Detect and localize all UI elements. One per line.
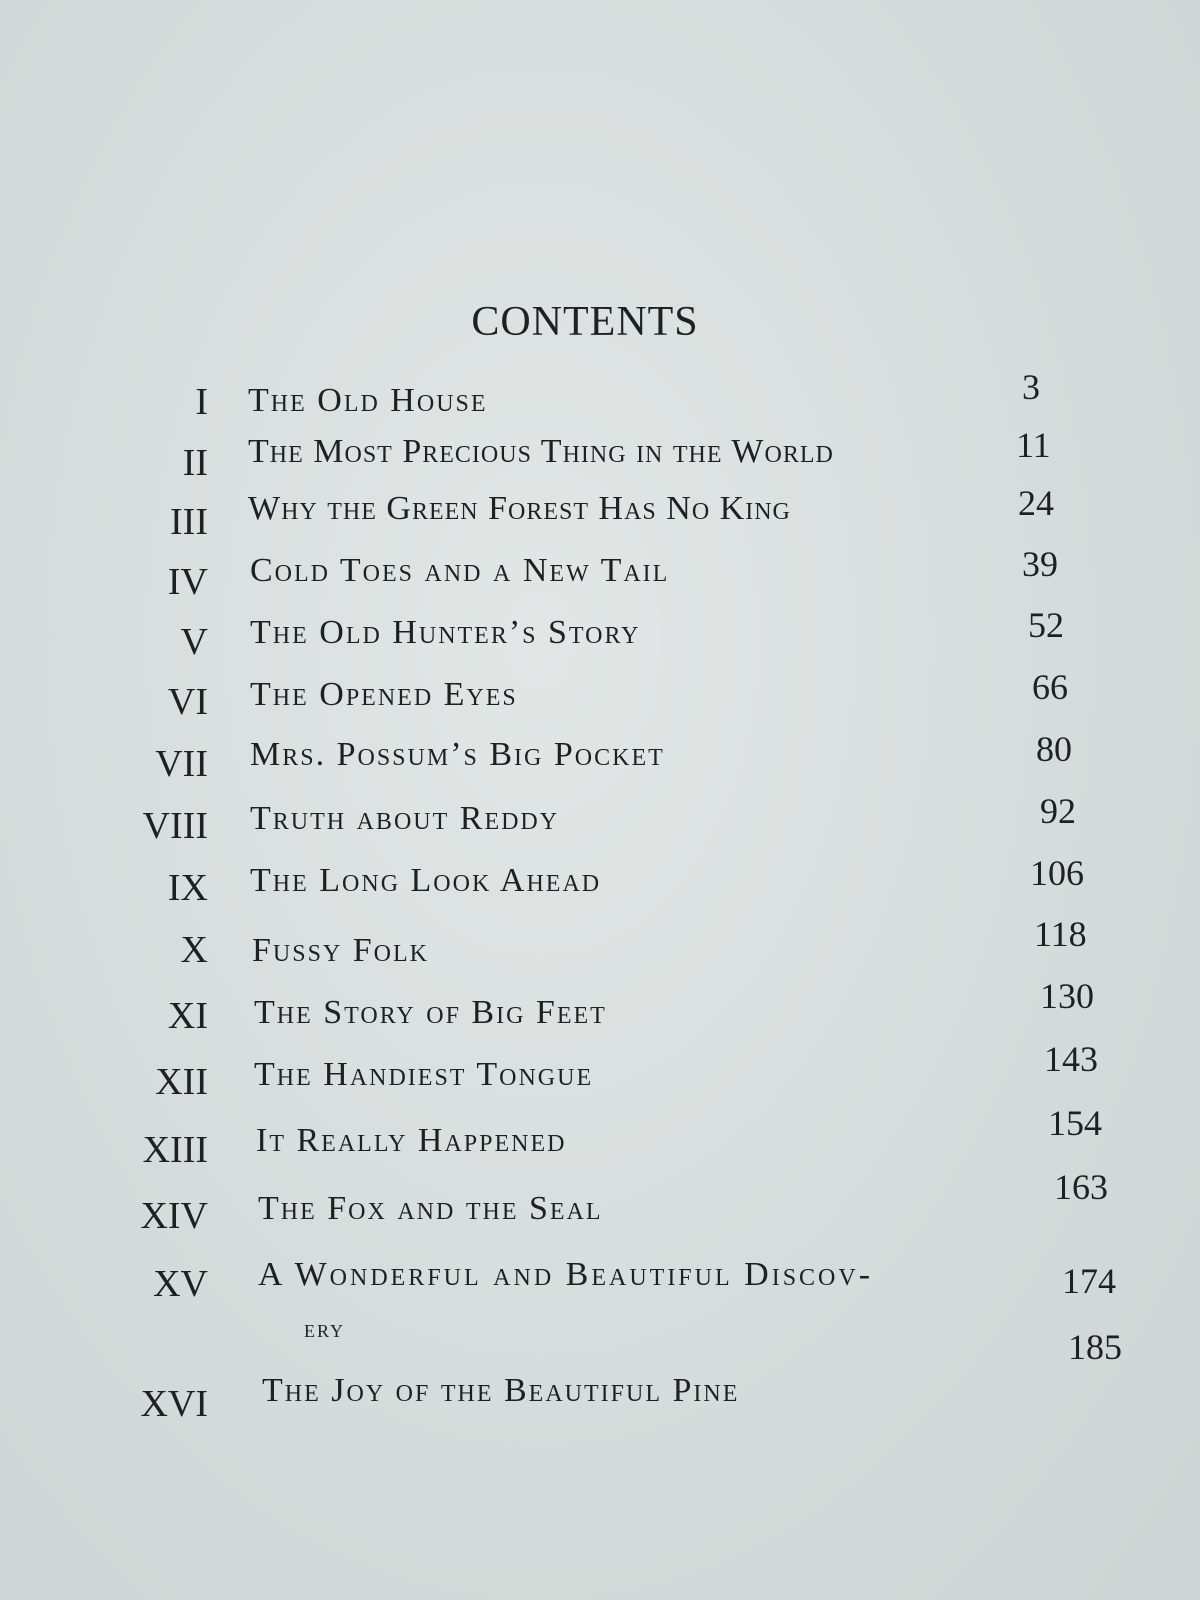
chapter-page-number: 130: [1040, 976, 1094, 1016]
chapter-title: A Wonderful and Beautiful Discov-: [258, 1256, 874, 1293]
chapter-title: Why the Green Forest Has No King: [248, 490, 791, 527]
chapter-numeral: X: [180, 929, 208, 971]
chapter-title: The Long Look Ahead: [250, 862, 602, 899]
chapter-title: The Old Hunter’s Story: [250, 614, 641, 651]
chapter-page-number: 11: [1016, 425, 1051, 465]
chapter-title: Cold Toes and a New Tail: [250, 552, 670, 589]
chapter-page-number: 118: [1034, 914, 1087, 954]
chapter-title: It Really Happened: [256, 1122, 567, 1159]
chapter-numeral: III: [170, 501, 208, 543]
chapter-title: The Old House: [248, 382, 488, 419]
chapter-title: Truth about Reddy: [250, 800, 560, 837]
chapter-title: The Fox and the Seal: [258, 1190, 603, 1227]
chapter-page-number: 52: [1028, 605, 1064, 645]
chapter-page-number: 154: [1048, 1103, 1102, 1143]
chapter-title: The Handiest Tongue: [254, 1056, 594, 1093]
chapter-numeral: VI: [167, 681, 208, 723]
chapter-numeral: XVI: [140, 1383, 208, 1425]
chapter-numeral: XV: [153, 1263, 208, 1305]
chapter-title: Fussy Folk: [252, 932, 430, 969]
contents-heading: CONTENTS: [471, 299, 699, 345]
chapter-page-number: 66: [1032, 667, 1068, 707]
chapter-title: The Story of Big Feet: [254, 994, 607, 1031]
chapter-numeral: V: [180, 621, 208, 663]
chapter-page-number: 39: [1022, 544, 1058, 584]
chapter-numeral: VIII: [142, 805, 208, 847]
chapter-title: The Opened Eyes: [250, 676, 518, 713]
chapter-numeral: XI: [167, 995, 208, 1037]
chapter-page-number: 174: [1062, 1261, 1116, 1301]
chapter-numeral: XIII: [142, 1129, 208, 1171]
chapter-page-number: 143: [1044, 1039, 1098, 1079]
chapter-numeral: XII: [155, 1061, 208, 1103]
chapter-title: The Most Precious Thing in the World: [248, 433, 834, 470]
chapter-page-number: 163: [1054, 1167, 1108, 1207]
chapter-numeral: IX: [167, 867, 208, 909]
chapter-page-number: 24: [1018, 483, 1054, 523]
chapter-page-number: 106: [1030, 853, 1084, 893]
chapter-page-number: 185: [1068, 1327, 1122, 1367]
chapter-page-number: 3: [1022, 367, 1040, 407]
chapter-page-number: 92: [1040, 791, 1076, 831]
chapter-numeral: I: [195, 381, 208, 423]
chapter-title: Mrs. Possum’s Big Pocket: [250, 736, 665, 773]
chapter-numeral: VII: [155, 743, 208, 785]
chapter-numeral: XIV: [140, 1195, 208, 1237]
chapter-numeral: IV: [167, 561, 208, 603]
chapter-page-number: 80: [1036, 729, 1072, 769]
chapter-numeral: II: [182, 442, 208, 484]
chapter-title: The Joy of the Beautiful Pine: [262, 1372, 740, 1409]
chapter-title-continuation: ery: [304, 1314, 346, 1343]
